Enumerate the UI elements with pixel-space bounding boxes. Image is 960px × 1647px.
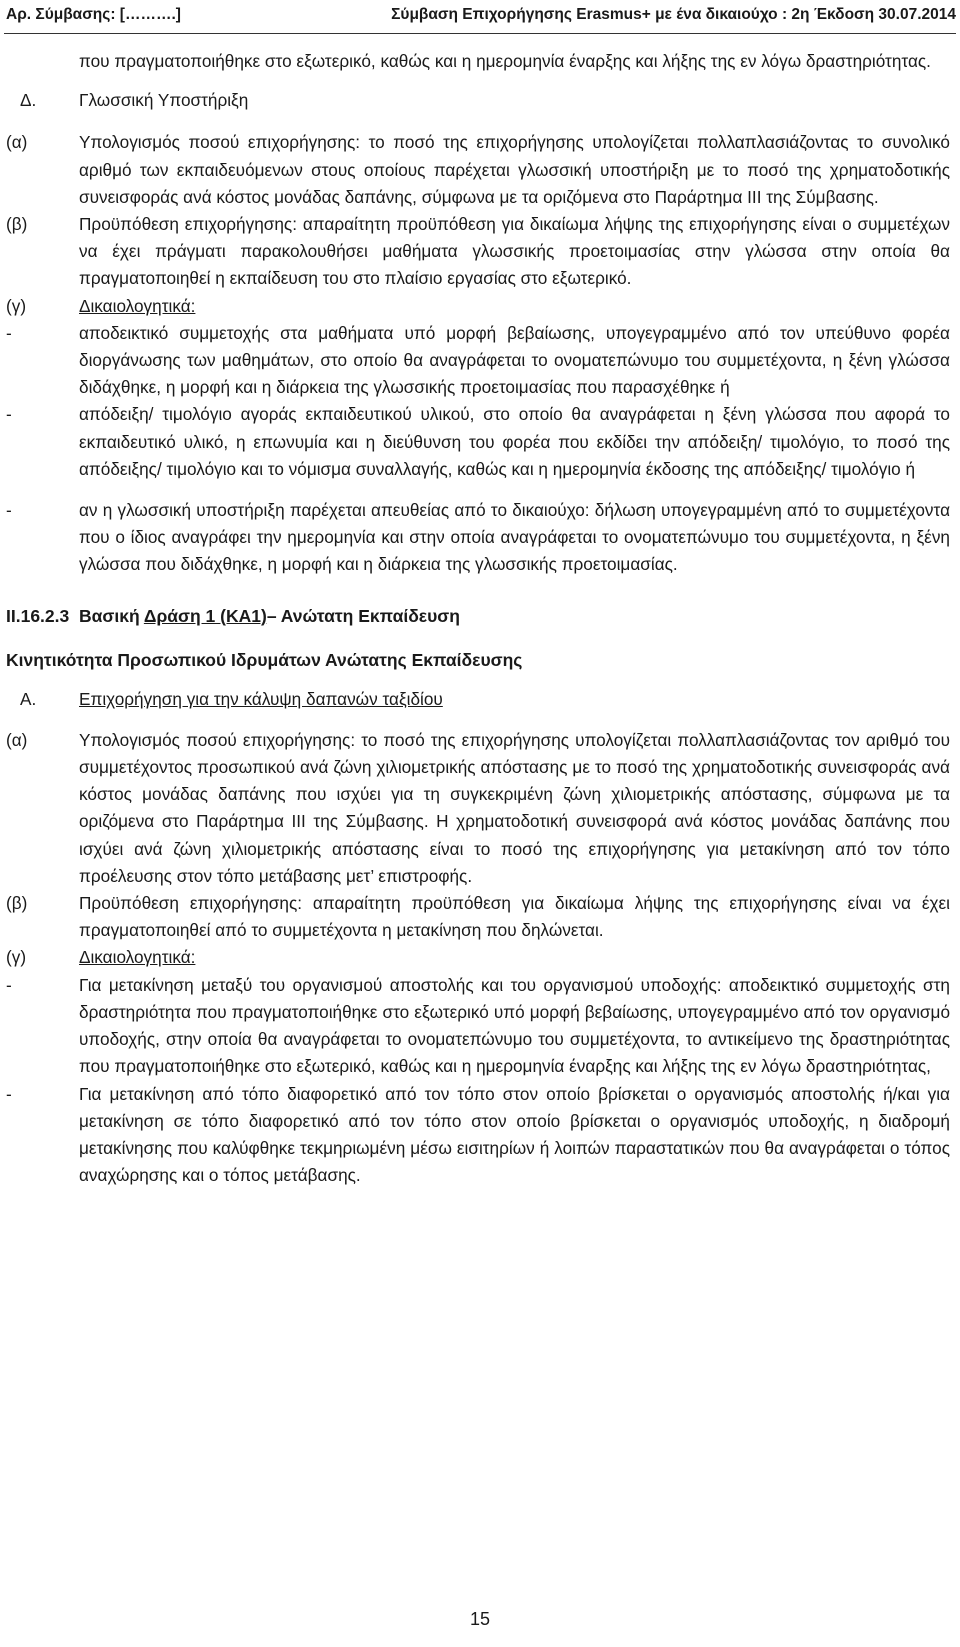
item-text: Υπολογισμός ποσού επιχορήγησης: το ποσό της επιχορήγησης υπολογίζεται πολλαπλασιάζοντας τον αριθμό του συμμετέχοντος προσωπικού ανά ζώνη χιλιομετρικής απόστασης με το ποσό της χρηματοδοτικής συνεισφοράς ανά κόστος μονάδας δαπάνης που ισχύει για τη συγκεκριμένη ζώνη χιλιομετρικής απόστασης, σύμφωνα με τα οριζόμενα στο Παράρτημα ΙΙΙ της Σύμβασης. Η χρηματοδοτική συνεισφορά ανά κόστος μονάδας δαπάνης που ισχύει ανά ζώνη χιλιομετρικής απόστασης είναι το ποσό της επιχορήγησης για μετακίνηση από τον τόπο προέλευσης στον τόπο μετάβασης μετ’ επιστροφής.	[79, 729, 950, 886]
section-heading-suffix: – Ανώτατη Εκπαίδευση	[266, 605, 460, 626]
section-d-heading	[0, 87, 960, 114]
section-a-item-c	[0, 944, 960, 971]
bullet-text: αν η γλωσσική υποστήριξη παρέχεται απευθείας από το δικαιούχο: δήλωση υπογεγραμμένη από το συμμετέχοντα που ο ίδιος αναγράφει την ημερομηνία και στην οποία αναγράφεται το ονοματεπώνυμο του συμμετέχοντα, η ξένη γλώσσα που διδάχθηκε, η μορφή και η διάρκεια της γλωσσικής προετοιμασίας.	[79, 500, 950, 575]
continuation-paragraph	[0, 48, 960, 75]
page-footer	[0, 1607, 960, 1631]
bullet-text: αποδεικτικό συμμετοχής στα μαθήματα υπό μορφή βεβαίωσης, υπογεγραμμένο από τον υπεύθυνο φορέα διοργάνωσης των μαθημάτων, στο οποίο θα αναγράφεται το ονοματεπώνυμο του συμμετέχοντα, η ξένη γλώσσα διδάχθηκε, η μορφή και η διάρκεια της γλωσσικής προετοιμασίας που παρασχέθηκε ή	[79, 322, 950, 398]
section-a-bullet-2	[0, 1081, 960, 1190]
bullet-dash: -	[6, 1083, 12, 1104]
bullet-dash: -	[6, 322, 12, 343]
item-label: (α)	[6, 729, 28, 750]
section-d-bullet-2	[0, 401, 960, 483]
page-content	[0, 48, 960, 1189]
section-heading	[0, 603, 960, 630]
header-contract-title: Σύμβαση Επιχορήγησης Erasmus+ με ένα δικαιούχο : 2η Έκδοση 30.07.2014	[391, 6, 956, 23]
item-label: (α)	[6, 132, 28, 153]
item-label: (γ)	[6, 947, 27, 968]
item-text: Υπολογισμός ποσού επιχορήγησης: το ποσό της επιχορήγησης υπολογίζεται πολλαπλασιάζοντας το συνολικό αριθμό των εκπαιδευόμενων στους οποίους παρέχεται γλωσσική υποστήριξη με το ποσό της χρηματοδοτικής συνεισφοράς ανά κόστος μονάδας δαπάνης, σύμφωνα με τα οριζόμενα στο Παράρτημα ΙΙΙ της Σύμβασης.	[79, 132, 950, 207]
section-d-bullet-1	[0, 320, 960, 402]
item-text: Δικαιολογητικά:	[79, 295, 196, 316]
section-d-item-b	[0, 211, 960, 293]
item-text: Προϋπόθεση επιχορήγησης: απαραίτητη προϋπόθεση για δικαίωμα λήψης της επιχορήγησης είναι να έχει πραγματοποιηθεί από το συμμετέχοντα η μετακίνηση που δηλώνεται.	[79, 893, 950, 941]
section-d-bullet-3	[0, 497, 960, 579]
item-label: (β)	[6, 214, 28, 235]
header-rule	[4, 33, 956, 34]
bullet-text: Για μετακίνηση μεταξύ του οργανισμού αποστολής και του οργανισμού υποδοχής: αποδεικτικό συμμετοχής στη δραστηριότητα που πραγματοποιήθηκε στο εξωτερικό υπό μορφή βεβαίωσης, υπογεγραμμένο από τον οργανισμό υποδοχής, στην οποία θα αναγράφεται το ονοματεπώνυμο του συμμετέχοντα, το αντικείμενο της δραστηριότητας που πραγματοποιήθηκε στο εξωτερικό, καθώς και η ημερομηνία έναρξης και λήξης της εν λόγω δραστηριότητας,	[79, 974, 950, 1077]
section-heading-action: Δράση 1 (ΚΑ1)	[143, 605, 267, 626]
section-a-heading	[0, 686, 960, 713]
continuation-text: που πραγματοποιήθηκε στο εξωτερικό, καθώς και η ημερομηνία έναρξης και λήξης της εν λόγω δραστηριότητας.	[79, 51, 931, 71]
header-contract-number: Αρ. Σύμβασης: [……….]	[6, 6, 181, 23]
item-text: Δικαιολογητικά:	[79, 947, 196, 968]
section-a-item-b	[0, 890, 960, 944]
bullet-dash: -	[6, 500, 12, 521]
section-heading-prefix: Βασική	[78, 605, 144, 626]
section-d-item-c	[0, 293, 960, 320]
item-label: (γ)	[6, 295, 27, 316]
bullet-text: Για μετακίνηση από τόπο διαφορετικό από τον τόπο στον οποίο βρίσκεται ο οργανισμός αποστολής ή/και για μετακίνηση σε τόπο διαφορετικό από τον τόπο στον οποίο βρίσκεται ο οργανισμός υποδοχής, η διαδρομή μετακίνησης που καλύφθηκε τεκμηριωμένη μέσω εισιτηρίων ή λοιπών παραστατικών που θα αναγράφεται ο τόπος αναχώρησης και ο τόπος μετάβασης.	[79, 1083, 950, 1186]
page-number: 15	[469, 1609, 491, 1629]
item-text: Προϋπόθεση επιχορήγησης: απαραίτητη προϋπόθεση για δικαίωμα λήψης της επιχορήγησης είναι ο συμμετέχων να έχει πράγματι παρακολουθήσει μαθήματα γλωσσικής προετοιμασίας στην γλώσσα στην οποία θα πραγματοποιηθεί η εκπαίδευση του στο πλαίσιο εργασίας στο εξωτερικό.	[79, 214, 950, 289]
section-a-item-a	[0, 727, 960, 890]
section-subheading-text: Κινητικότητα Προσωπικού Ιδρυμάτων Ανώτατης Εκπαίδευσης	[6, 649, 523, 670]
section-a-marker: Α.	[20, 688, 37, 709]
section-a-title: Επιχορήγηση για την κάλυψη δαπανών ταξιδίου	[79, 688, 443, 709]
page-header	[0, 0, 960, 30]
section-d-item-a	[0, 129, 960, 211]
bullet-dash: -	[6, 404, 12, 425]
bullet-text: απόδειξη/ τιμολόγιο αγοράς εκπαιδευτικού υλικού, στο οποίο θα αναγράφεται η ξένη γλώσσα που αφορά το εκπαιδευτικό υλικό, η επωνυμία και η διεύθυνση του φορέα που εκδίδει την απόδειξη/ τιμολόγιο, το ποσό της απόδειξης/ τιμολόγιο και το νόμισμα συναλλαγής, καθώς και η ημερομηνία έκδοσης της απόδειξης/ τιμολόγιο ή	[79, 404, 950, 479]
section-d-title: Γλωσσική Υποστήριξη	[79, 90, 249, 111]
item-label: (β)	[6, 893, 28, 914]
section-heading-number: II.16.2.3	[6, 605, 70, 626]
section-subheading	[0, 647, 960, 674]
section-d-marker: Δ.	[20, 90, 37, 111]
bullet-dash: -	[6, 974, 12, 995]
section-a-bullet-1	[0, 972, 960, 1081]
